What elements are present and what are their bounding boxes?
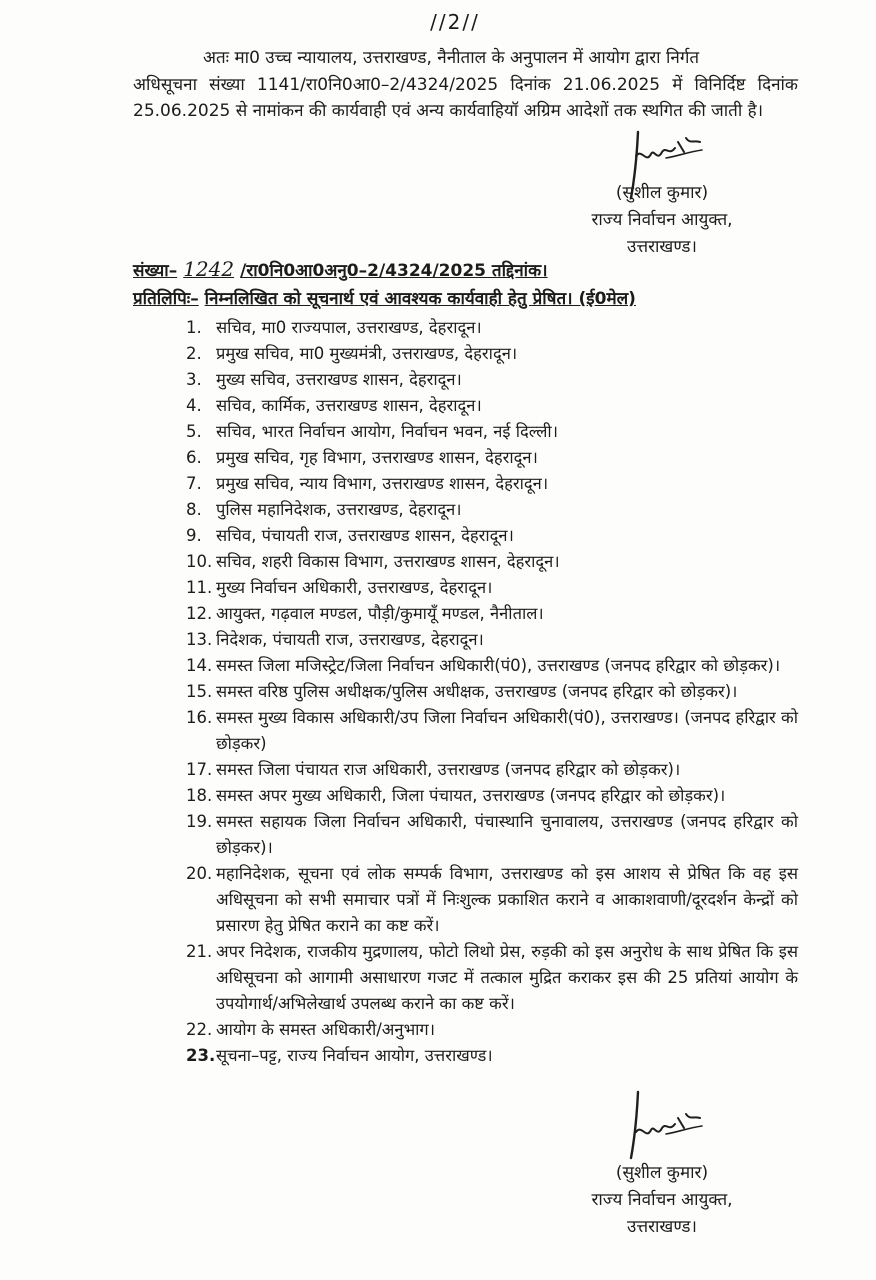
recipient-item [186,393,798,419]
copy-to-text: निम्नलिखित को सूचनार्थ एवं आवश्यक कार्यवाही हेतु प्रेषित। (ई0मेल) [204,289,636,309]
recipient-text: सचिव, भारत निर्वाचन आयोग, निर्वाचन भवन, नई दिल्ली। [216,422,558,441]
signature-block-bottom [562,1160,762,1241]
recipient-number: 19. [186,812,213,831]
recipient-number: 5. [186,422,202,441]
paragraph-body: अधिसूचना संख्या 1141/रा0नि0आ0–2/4324/2025 दिनांक 21.06.2025 में विनिर्दिष्ट दिनांक 25.06.2025 से नामांकन की कार्यवाही एवं अन्य कार्यवाहियॉ अग्रिम आदेशों तक स्थगित की जाती है। [133,74,798,121]
recipient-number: 1. [186,318,202,337]
recipient-item [186,939,798,1017]
recipient-item [186,627,798,653]
recipient-item [186,653,798,679]
reference-text: /रा0नि0आ0अनु0–2/4324/2025 तद्दिनांक। [240,261,548,281]
recipient-item [186,809,798,861]
recipient-item [186,471,798,497]
recipient-item [186,679,798,705]
recipient-text: सूचना–पट्ट, राज्य निर्वाचन आयोग, उत्तराखण्ड। [216,1046,493,1065]
recipient-item [186,341,798,367]
recipient-number: 18. [186,786,213,805]
recipient-item [186,783,798,809]
recipient-number: 13. [186,630,213,649]
signatory-name: (सुशील कुमार) [615,1163,709,1183]
recipient-text: समस्त जिला मजिस्ट्रेट/जिला निर्वाचन अधिकारी(पं0), उत्तराखण्ड (जनपद हरिद्वार को छोड़कर)। [216,656,781,675]
recipient-item [186,497,798,523]
recipient-item [186,315,798,341]
recipient-number: 9. [186,526,202,545]
recipient-text: समस्त जिला पंचायत राज अधिकारी, उत्तराखण्ड (जनपद हरिद्वार को छोड़कर)। [216,760,681,779]
recipient-text: पुलिस महानिदेशक, उत्तराखण्ड, देहरादून। [216,500,462,519]
signatory-name: (सुशील कुमार) [615,183,709,203]
recipient-number: 16. [186,708,213,727]
handwritten-signature-bottom [620,1088,710,1163]
recipient-text: अपर निदेशक, राजकीय मुद्रणालय, फोटो लिथो प्रेस, रुड़की को इस अनुरोध के साथ प्रेषित कि इस अधिसूचना को आगामी असाधारण गजट में तत्काल मुद्रित कराकर इस की 25 प्रतियां आयोग के उपयोगार्थ/अभिलेखार्थ उपलब्ध कराने का कष्ट करें। [216,942,798,1013]
recipient-text: समस्त अपर मुख्य अधिकारी, जिला पंचायत, उत्तराखण्ड (जनपद हरिद्वार को छोड़कर)। [216,786,726,805]
recipient-item [186,757,798,783]
signatory-state: उत्तराखण्ड। [627,1217,697,1237]
recipient-text: प्रमुख सचिव, न्याय विभाग, उत्तराखण्ड शासन, देहरादून। [216,474,549,493]
recipient-item [186,1043,798,1069]
recipient-item [186,419,798,445]
recipient-text: महानिदेशक, सूचना एवं लोक सम्पर्क विभाग, उत्तराखण्ड को इस आशय से प्रेषित कि वह इस अधिसूचना को सभी समाचार पत्रों में निःशुल्क प्रकाशित कराने व आकाशवाणी/दूरदर्शन केन्द्रों को प्रसारण हेतु प्रेषित कराने का कष्ट करें। [216,864,798,935]
recipient-item [186,575,798,601]
handwritten-reference-number: 1242 [183,257,235,281]
paragraph-first-line: अतः मा0 उच्च न्यायालय, उत्तराखण्ड, नैनीताल के अनुपालन में आयोग द्वारा निर्गत [203,48,700,68]
recipient-item [186,367,798,393]
recipient-number: 14. [186,656,213,675]
recipient-number: 7. [186,474,202,493]
recipient-number: 3. [186,370,202,389]
recipient-text: समस्त वरिष्ठ पुलिस अधीक्षक/पुलिस अधीक्षक, उत्तराखण्ड (जनपद हरिद्वार को छोड़कर)। [216,682,738,701]
recipient-number: 17. [186,760,213,779]
signatory-state: उत्तराखण्ड। [627,237,697,257]
signatory-designation: राज्य निर्वाचन आयुक्त, [591,1190,733,1210]
copy-to-line [133,286,636,309]
recipient-number: 11. [186,578,213,597]
recipient-text: सचिव, कार्मिक, उत्तराखण्ड शासन, देहरादून। [216,396,482,415]
recipient-text: मुख्य सचिव, उत्तराखण्ड शासन, देहरादून। [216,370,462,389]
reference-label: संख्या– [133,261,178,281]
recipient-number: 15. [186,682,213,701]
reference-number-line [133,257,548,281]
recipient-number: 4. [186,396,202,415]
recipient-item [186,523,798,549]
signatory-designation: राज्य निर्वाचन आयुक्त, [591,210,733,230]
recipient-text: प्रमुख सचिव, मा0 मुख्यमंत्री, उत्तराखण्ड, देहरादून। [216,344,518,363]
recipient-number: 21. [186,942,213,961]
recipient-text: सचिव, पंचायती राज, उत्तराखण्ड शासन, देहरादून। [216,526,514,545]
recipient-number: 10. [186,552,213,571]
recipient-number: 12. [186,604,213,623]
recipient-number: 6. [186,448,202,467]
recipient-number: 22. [186,1020,213,1039]
signature-block-top [562,180,762,261]
recipient-item [186,445,798,471]
recipient-text: सचिव, शहरी विकास विभाग, उत्तराखण्ड शासन, देहरादून। [216,552,560,571]
order-paragraph [133,45,798,125]
recipient-item [186,705,798,757]
recipient-text: निदेशक, पंचायती राज, उत्तराखण्ड, देहरादून। [216,630,484,649]
recipient-text: आयुक्त, गढ़वाल मण्डल, पौड़ी/कुमायूँ मण्डल, नैनीताल। [216,604,544,623]
recipient-item [186,549,798,575]
recipient-text: सचिव, मा0 राज्यपाल, उत्तराखण्ड, देहरादून। [216,318,482,337]
recipient-item [186,861,798,939]
page-number: //2// [430,10,480,34]
recipient-number: 20. [186,864,213,883]
recipient-list [186,315,798,1069]
recipient-text: आयोग के समस्त अधिकारी/अनुभाग। [216,1020,435,1039]
recipient-text: मुख्य निर्वाचन अधिकारी, उत्तराखण्ड, देहरादून। [216,578,493,597]
recipient-text: समस्त मुख्य विकास अधिकारी/उप जिला निर्वाचन अधिकारी(पं0), उत्तराखण्ड। (जनपद हरिद्वार को छोड़कर) [216,708,798,753]
recipient-number: 2. [186,344,202,363]
copy-to-label: प्रतिलिपिः– [133,289,199,309]
recipient-item [186,1017,798,1043]
recipient-item [186,601,798,627]
recipient-number: 23. [186,1046,216,1065]
recipient-text: प्रमुख सचिव, गृह विभाग, उत्तराखण्ड शासन, देहरादून। [216,448,538,467]
recipient-text: समस्त सहायक जिला निर्वाचन अधिकारी, पंचास्थानि चुनावालय, उत्तराखण्ड (जनपद हरिद्वार को छोड़कर)। [216,812,798,857]
recipient-number: 8. [186,500,202,519]
